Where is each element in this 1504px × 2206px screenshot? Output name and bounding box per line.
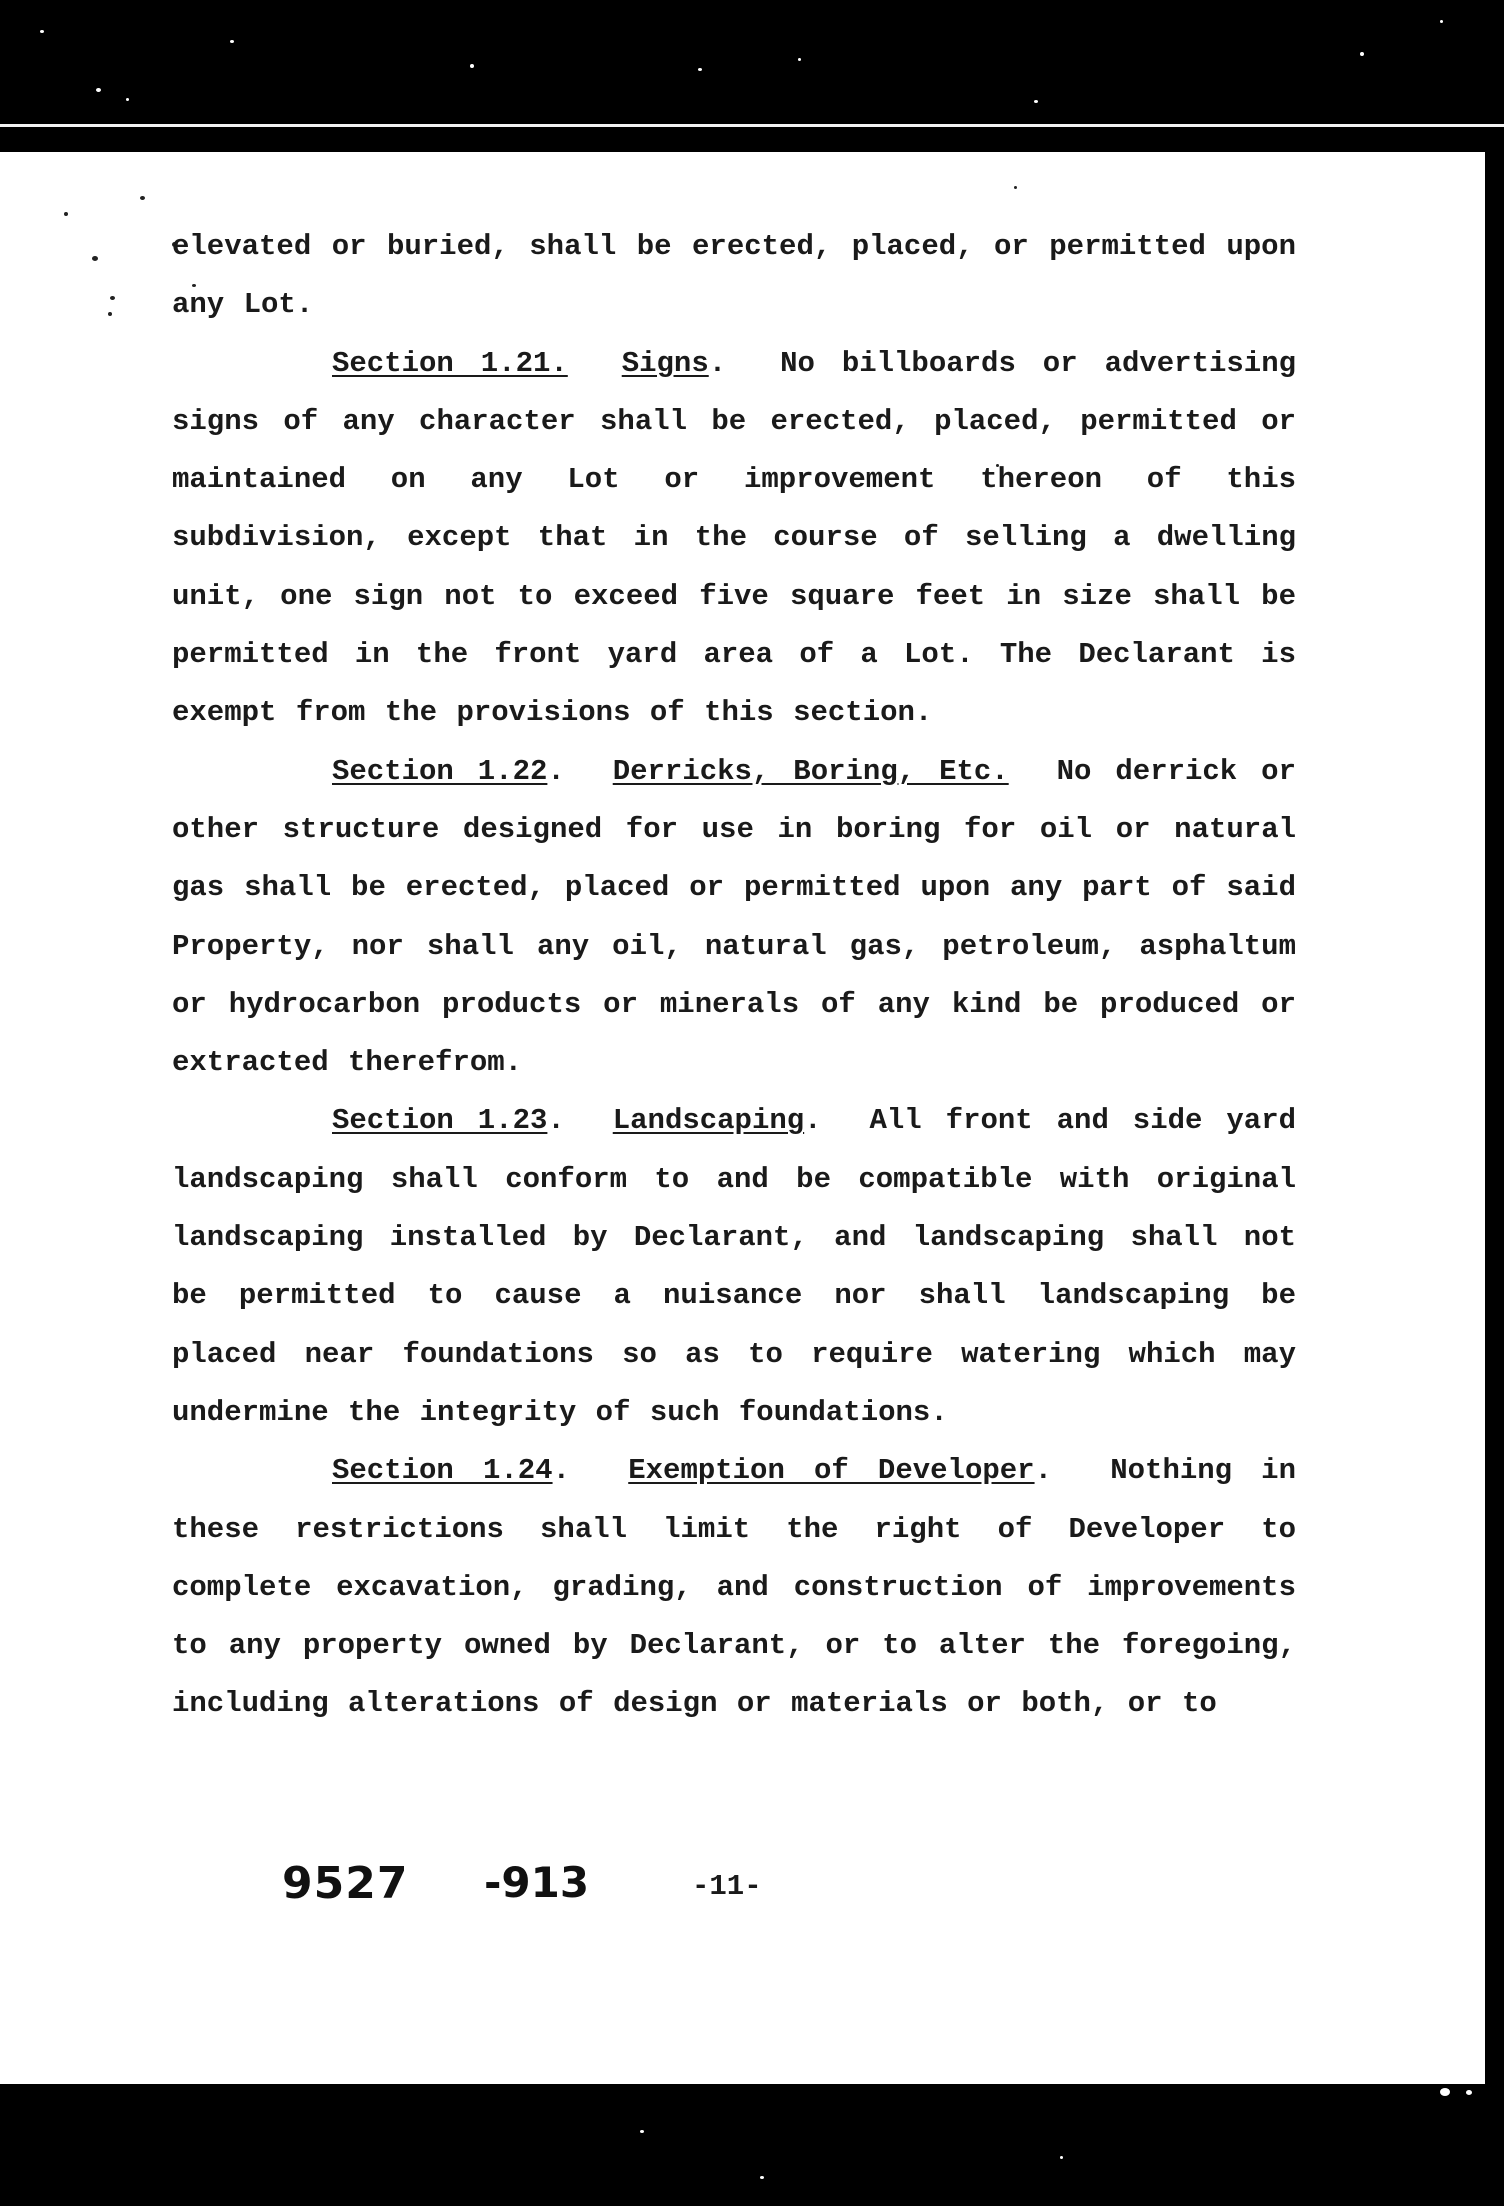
scan-noise-speck bbox=[1440, 2088, 1450, 2096]
scan-noise-speck bbox=[40, 30, 44, 33]
footer-stamp: -913 bbox=[484, 1858, 590, 1907]
scan-noise-speck bbox=[1014, 186, 1017, 189]
section-number: Section 1.21. bbox=[332, 346, 568, 380]
scan-noise-speck bbox=[108, 312, 112, 316]
section-1-22: Section 1.22. Derricks, Boring, Etc. No derrick or other structure designed for use in boring for oil or natural gas shall be erected, placed or permitted upon any part of said Property, nor shall any oil, natural gas, petroleum, asphaltum or hydrocarbon products or minerals of any kind be produced or extracted therefrom. bbox=[172, 754, 1296, 1080]
section-number: Section 1.23 bbox=[332, 1104, 548, 1138]
section-title: Derricks, Boring, Etc. bbox=[612, 754, 1009, 788]
scan-noise-speck bbox=[1440, 20, 1443, 23]
scan-noise-speck bbox=[1060, 2156, 1063, 2159]
scan-noise-speck bbox=[230, 40, 234, 43]
scan-noise-speck bbox=[640, 2130, 644, 2133]
document-body bbox=[172, 218, 1296, 1734]
section-body: Nothing in these restrictions shall limit the right of Developer to complete excavation, grading, and construction of improvements to any property owned by Declarant, or to alter the foregoing, including alterations of design or materials or both, or to bbox=[172, 1454, 1296, 1721]
scan-noise-speck bbox=[140, 196, 145, 200]
section-body: No billboards or advertising signs of any character shall be erected, placed, permitted or maintained on any Lot or improvement thereon of this subdivision, except that in the course of selling a dwelling unit, one sign not to exceed five square feet in size shall be permitted in the front yard area of a Lot. The Declarant is exempt from the provisions of this section. bbox=[172, 346, 1296, 730]
scan-noise-speck bbox=[126, 98, 129, 101]
section-title: Landscaping bbox=[612, 1104, 805, 1138]
scan-noise-speck bbox=[96, 88, 101, 92]
scan-noise-speck bbox=[1034, 100, 1038, 103]
scan-noise-speck bbox=[64, 212, 68, 216]
section-number: Section 1.22 bbox=[332, 754, 548, 788]
section-title: Signs bbox=[621, 346, 709, 380]
scan-noise-speck bbox=[92, 256, 98, 261]
section-1-21: Section 1.21. Signs. No billboards or advertising signs of any character shall be erected, placed, permitted or maintained on any Lot or improvement thereon of this subdivision, except that in the course of selling a dwelling unit, one sign not to exceed five square feet in size shall be permitted in the front yard area of a Lot. The Declarant is exempt from the provisions of this section. bbox=[172, 346, 1296, 730]
section-body: No derrick or other structure designed for use in boring for oil or natural gas shall be erected, placed or permitted upon any part of said Property, nor shall any oil, natural gas, petroleum, asphaltum or hydrocarbon products or minerals of any kind be produced or extracted therefrom. bbox=[172, 754, 1296, 1080]
document-code: 9527 bbox=[282, 1858, 409, 1909]
section-1-23: Section 1.23. Landscaping. All front and side yard landscaping shall conform to and be compatible with original landscaping installed by Declarant, and landscaping shall not be permitted to cause a nuisance nor shall landscaping be placed near foundations so as to require watering which may undermine the integrity of such foundations. bbox=[172, 1104, 1296, 1429]
scan-noise-speck bbox=[798, 58, 801, 61]
opening-paragraph bbox=[172, 218, 1296, 335]
page-number: -11- bbox=[692, 1870, 762, 1903]
scan-noise-speck bbox=[760, 2176, 764, 2179]
section-title: Exemption of Developer bbox=[628, 1454, 1035, 1488]
scan-noise-speck bbox=[698, 68, 702, 71]
scan-noise-speck bbox=[110, 296, 115, 300]
scan-edge-line bbox=[0, 124, 1504, 127]
section-1-24: Section 1.24. Exemption of Developer. Nothing in these restrictions shall limit the right of Developer to complete excavation, grading, and construction of improvements to any property owned by Declarant, or to alter the foregoing, including alterations of design or materials or both, or to bbox=[172, 1454, 1296, 1721]
opening-text: elevated or buried, shall be erected, placed, or permitted upon any Lot. bbox=[172, 230, 1296, 322]
section-number: Section 1.24 bbox=[332, 1454, 553, 1488]
section-body: All front and side yard landscaping shall conform to and be compatible with original landscaping installed by Declarant, and landscaping shall not be permitted to cause a nuisance nor shall landscaping be placed near foundations so as to require watering which may undermine the integrity of such foundations. bbox=[172, 1104, 1296, 1429]
scan-noise-speck bbox=[1466, 2090, 1472, 2095]
scan-noise-speck bbox=[1360, 52, 1364, 56]
scan-noise-speck bbox=[470, 64, 474, 68]
